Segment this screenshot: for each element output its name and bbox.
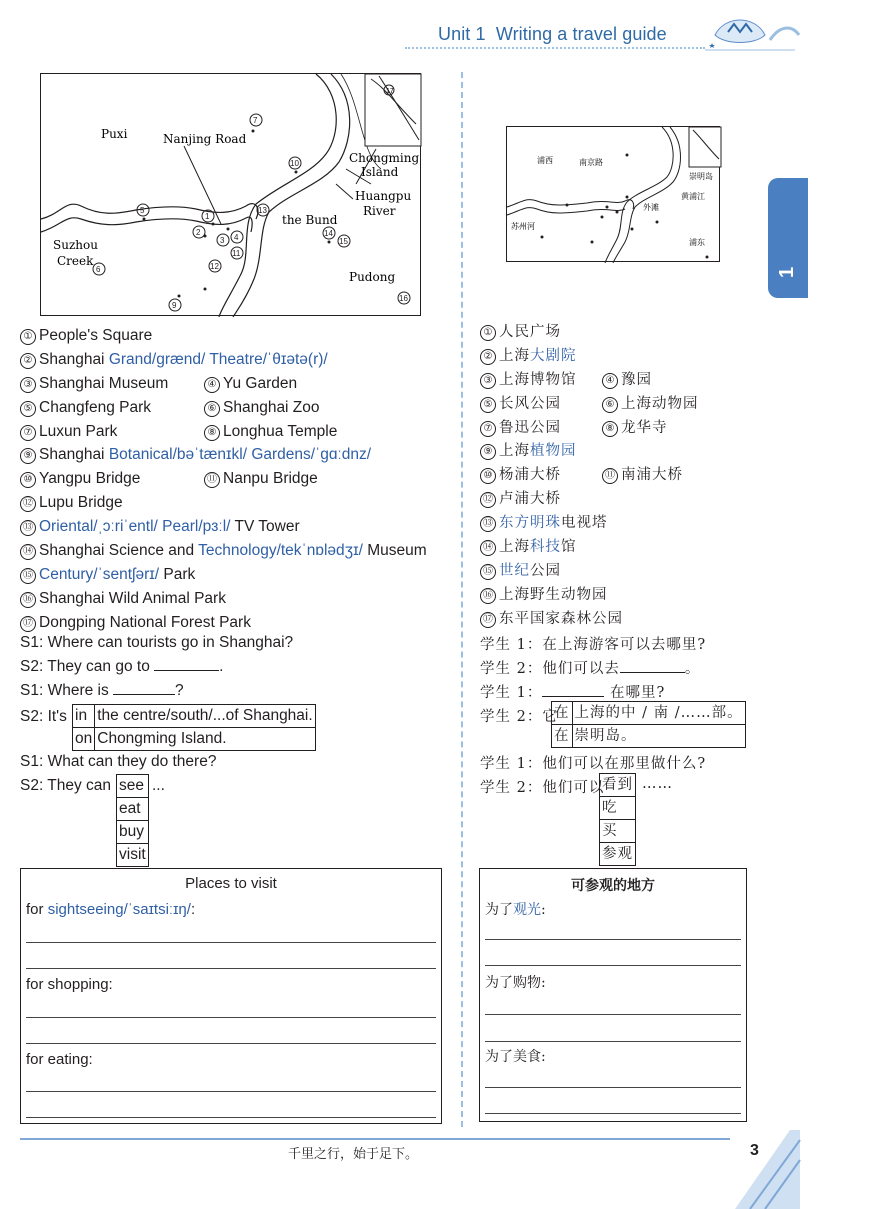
- writing-line[interactable]: [485, 1041, 741, 1042]
- svg-text:2: 2: [196, 228, 201, 237]
- svg-text:17: 17: [386, 88, 394, 95]
- header-decoration-icon: [700, 10, 800, 55]
- list-item: ① People's Square: [20, 324, 427, 348]
- box-title: 可参观的地方: [571, 878, 655, 894]
- svg-text:Suzhou: Suzhou: [53, 238, 98, 252]
- dialogue-line: S2: They can: [20, 777, 112, 794]
- phrase-table: in the centre/south/...of Shanghai. on Chongming Island.: [72, 704, 316, 751]
- svg-text:外滩: 外滩: [643, 203, 659, 212]
- svg-text:7: 7: [253, 116, 258, 125]
- list-item: ⑫ Lupu Bridge: [20, 491, 427, 515]
- writing-line[interactable]: [485, 1113, 741, 1114]
- list-item: ⑰ Dongping National Forest Park: [20, 611, 427, 635]
- dialogue-line: 学生 1：他们可以在那里做什么?: [480, 756, 707, 772]
- places-list-chinese: [480, 321, 699, 632]
- svg-text:Nanjing Road: Nanjing Road: [163, 132, 247, 146]
- writing-line[interactable]: [26, 1043, 436, 1044]
- dialogue-line: S2: It's: [20, 708, 67, 725]
- list-item: ⑫ 卢浦大桥: [480, 488, 623, 512]
- list-item: ② 上海大剧院: [480, 345, 623, 369]
- list-item: ⑬ 东方明珠电视塔: [480, 512, 623, 536]
- writing-line[interactable]: [26, 1017, 436, 1018]
- svg-text:Pudong: Pudong: [349, 270, 396, 284]
- answer-blank[interactable]: [154, 670, 219, 671]
- list-item: ⑤ 长风公园 ⑥ 上海动物园: [480, 393, 623, 417]
- dialogue-line: S1: What can they do there?: [20, 753, 217, 770]
- svg-text:苏州河: 苏州河: [511, 222, 535, 231]
- svg-text:3: 3: [220, 236, 225, 245]
- box-title: Places to visit: [185, 875, 277, 892]
- svg-text:浦西: 浦西: [537, 156, 553, 165]
- writing-line[interactable]: [26, 1091, 436, 1092]
- dialogue-line: 学生 2：它: [480, 709, 558, 725]
- writing-line[interactable]: [26, 1117, 436, 1118]
- list-item: ③ Shanghai Museum ④ Yu Garden: [20, 372, 427, 396]
- places-to-visit-box: [20, 868, 442, 1124]
- ellipsis: ……: [642, 776, 673, 792]
- svg-text:Chongming: Chongming: [349, 151, 420, 165]
- svg-text:南京路: 南京路: [579, 158, 603, 167]
- svg-text:1: 1: [205, 212, 210, 221]
- page-corner-decoration-icon: [730, 1130, 800, 1209]
- dialogue-line: S1: Where is ?: [20, 682, 184, 699]
- answer-blank[interactable]: [542, 696, 604, 697]
- verb-table-zh: 看到 吃 买 参观: [599, 773, 636, 866]
- writing-line[interactable]: [485, 939, 741, 940]
- answer-blank[interactable]: [113, 694, 175, 695]
- footer-motto: 千里之行，始于足下。: [288, 1146, 419, 1161]
- eating-label: 为了美食:: [485, 1049, 546, 1065]
- writing-line[interactable]: [26, 968, 436, 969]
- svg-text:崇明岛: 崇明岛: [689, 172, 713, 181]
- svg-text:Huangpu: Huangpu: [355, 189, 412, 203]
- footer-divider: [20, 1138, 730, 1140]
- writing-line[interactable]: [485, 1014, 741, 1015]
- svg-text:Puxi: Puxi: [101, 127, 128, 141]
- list-item: ⑭ Shanghai Science and Technology/tekˈnɒlədʒɪ/ Museum: [20, 539, 427, 563]
- list-item: ⑯ 上海野生动物园: [480, 584, 623, 608]
- svg-text:the Bund: the Bund: [282, 213, 338, 227]
- ellipsis: ...: [152, 777, 165, 794]
- dialogue-line: 学生 2：他们可以去 。: [480, 661, 701, 677]
- dialogue-line: 学生 1：在上海游客可以去哪里?: [480, 637, 707, 653]
- list-item: ⑨ 上海植物园: [480, 440, 623, 464]
- map-chinese: [506, 126, 720, 262]
- list-item: ⑮ 世纪公园: [480, 560, 623, 584]
- svg-text:11: 11: [232, 249, 241, 258]
- list-item: ⑯ Shanghai Wild Animal Park: [20, 587, 427, 611]
- svg-text:Creek: Creek: [57, 254, 94, 268]
- svg-text:13: 13: [258, 206, 267, 215]
- list-item: ⑤ Changfeng Park ⑥ Shanghai Zoo: [20, 396, 427, 420]
- list-item: ③ 上海博物馆 ④ 豫园: [480, 369, 623, 393]
- eating-label: for eating:: [26, 1051, 93, 1068]
- svg-text:黄浦江: 黄浦江: [681, 192, 705, 201]
- list-item: ⑨ Shanghai Botanical/bəˈtænɪkl/ Gardens/ˈɡɑːdnz/: [20, 443, 427, 467]
- svg-text:6: 6: [96, 265, 101, 274]
- shopping-label: for shopping:: [26, 976, 113, 993]
- dialogue-line: S2: They can go to .: [20, 658, 224, 675]
- svg-text:9: 9: [172, 301, 177, 310]
- places-list-english: [20, 324, 427, 635]
- header-title: Unit 1 Writing a travel guide: [438, 24, 667, 44]
- list-item: ⑩ Yangpu Bridge ⑪ Nanpu Bridge: [20, 467, 427, 491]
- list-item: ① 人民广场: [480, 321, 623, 345]
- verb-table: see eat buy visit: [116, 774, 149, 867]
- page-number: 3: [750, 1142, 759, 1159]
- list-item: ⑭ 上海科技馆: [480, 536, 623, 560]
- svg-text:10: 10: [290, 159, 299, 168]
- svg-text:14: 14: [324, 229, 333, 238]
- list-item: ⑦ 鲁迅公园 ⑧ 龙华寺: [480, 417, 623, 441]
- dialogue-line: S1: Where can tourists go in Shanghai?: [20, 634, 294, 651]
- writing-line[interactable]: [26, 942, 436, 943]
- list-item: ② Shanghai Grand/ɡrænd/ Theatre/ˈθɪətə(r)/: [20, 348, 427, 372]
- writing-line[interactable]: [485, 1087, 741, 1088]
- svg-text:16: 16: [399, 294, 408, 303]
- unit-side-tab: Unit 1: [768, 178, 808, 298]
- svg-text:5: 5: [140, 206, 145, 215]
- list-item: ⑦ Luxun Park ⑧ Longhua Temple: [20, 420, 427, 444]
- dialogue-line: 学生 2：他们可以: [480, 780, 605, 796]
- list-item: ⑬ Oriental/ˌɔːriˈentl/ Pearl/pɜːl/ TV Tower: [20, 515, 427, 539]
- page-header: [0, 0, 800, 60]
- writing-line[interactable]: [485, 965, 741, 966]
- svg-text:River: River: [363, 204, 396, 218]
- svg-text:浦东: 浦东: [689, 238, 705, 247]
- svg-text:12: 12: [210, 262, 219, 271]
- places-to-visit-box-zh: [479, 868, 747, 1122]
- svg-text:15: 15: [339, 237, 348, 246]
- list-item: ⑮ Century/ˈsentʃərɪ/ Park: [20, 563, 427, 587]
- sightseeing-label: 为了观光:: [485, 902, 546, 918]
- svg-text:Island: Island: [361, 165, 399, 179]
- sightseeing-label: for sightseeing/ˈsaɪtsiːɪŋ/:: [26, 901, 196, 918]
- svg-text:4: 4: [234, 233, 239, 242]
- list-item: ⑰ 东平国家森林公园: [480, 608, 623, 632]
- shopping-label: 为了购物:: [485, 975, 546, 991]
- header-divider: [405, 47, 705, 49]
- dialogue-line: 学生 1： 在哪里?: [480, 685, 666, 701]
- map-english: [40, 73, 421, 316]
- column-divider: [461, 72, 463, 1127]
- phrase-table-zh: 在 上海的中 / 南 /……部。 在 崇明岛。: [551, 701, 746, 748]
- answer-blank[interactable]: [620, 672, 685, 673]
- list-item: ⑩ 杨浦大桥 ⑪ 南浦大桥: [480, 464, 623, 488]
